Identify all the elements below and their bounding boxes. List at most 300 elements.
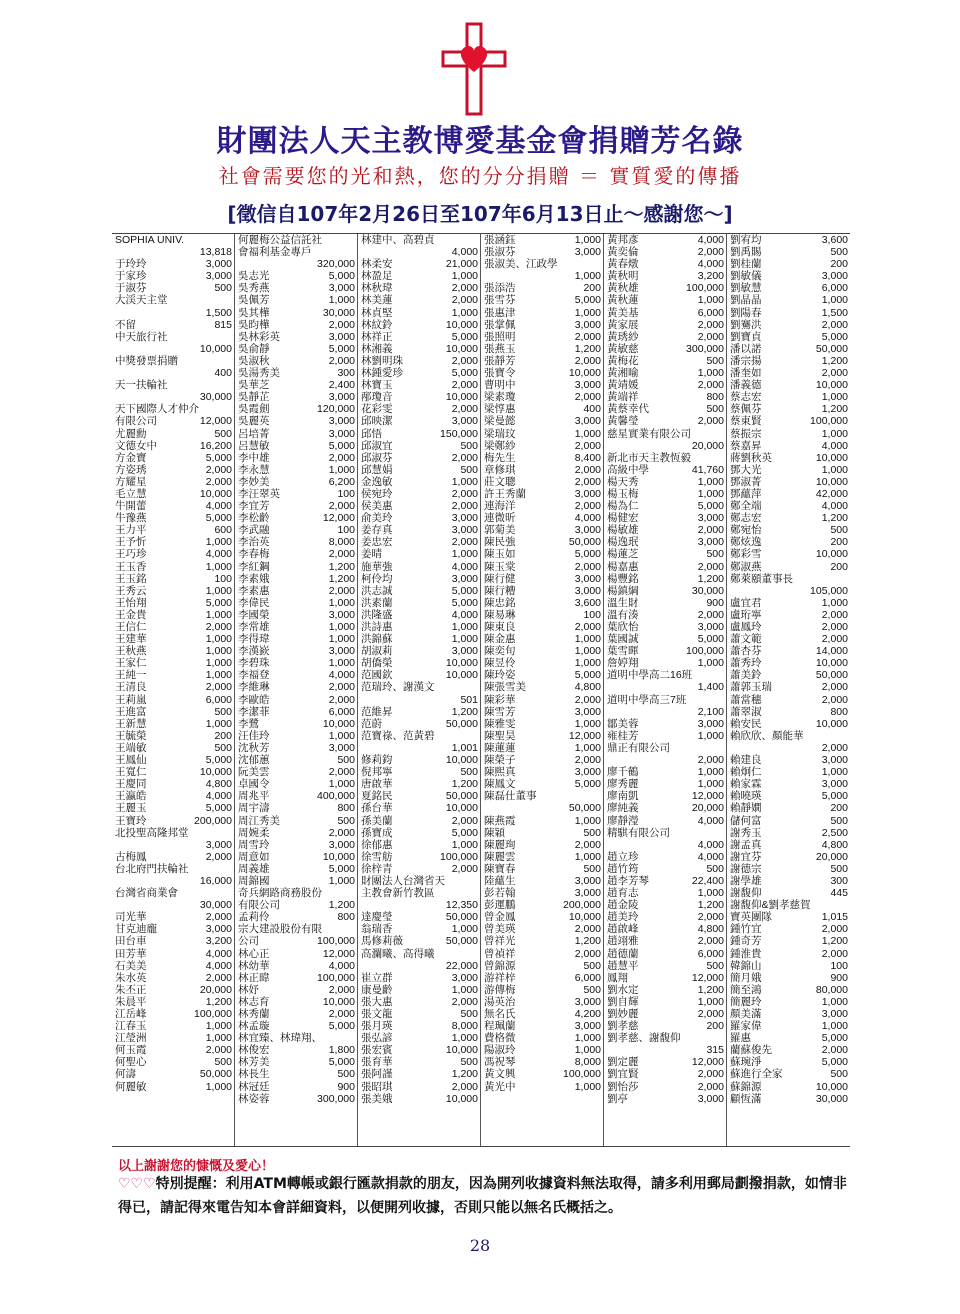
donation-amount: 1,200 xyxy=(328,899,355,912)
donor-row xyxy=(607,234,724,246)
donor-row xyxy=(115,391,232,403)
donor-name: 潘以諾 xyxy=(730,342,762,355)
donation-amount: 3,000 xyxy=(451,415,478,428)
donor-row xyxy=(115,790,232,802)
donor-name: 張宏賓 xyxy=(361,1044,393,1057)
donor-row xyxy=(730,573,848,585)
donation-amount: 1,000 xyxy=(451,270,478,283)
donation-amount xyxy=(230,887,232,899)
donation-amount: 300 xyxy=(337,367,355,380)
donor-row xyxy=(361,1008,478,1020)
donor-name: 陳奕旬 xyxy=(484,645,516,658)
donor-row xyxy=(361,645,478,657)
donor-row xyxy=(361,633,478,645)
donor-name: 林秋瑋 xyxy=(361,282,393,295)
donation-amount: 1,000 xyxy=(451,475,478,488)
donor-row xyxy=(115,778,232,790)
donor-row xyxy=(115,464,232,476)
donor-row xyxy=(730,633,848,645)
donor-name: 孟莉伶 xyxy=(238,911,270,924)
donation-amount: 100,000 xyxy=(194,1008,232,1020)
donor-name: 林宜臻、林瑋翔、 xyxy=(238,1032,322,1045)
donation-amount: 1,000 xyxy=(697,487,724,500)
donation-amount: 4,000 xyxy=(697,850,724,863)
donor-row xyxy=(238,778,355,790)
donation-amount: 5,000 xyxy=(821,330,848,343)
donation-amount xyxy=(476,948,478,960)
donation-amount: 2,000 xyxy=(697,1008,724,1020)
donor-row xyxy=(115,718,232,730)
donor-row xyxy=(361,452,478,464)
donation-amount xyxy=(722,827,724,839)
donation-amount: 1,000 xyxy=(205,536,232,549)
donation-amount: 1,000 xyxy=(205,1020,232,1033)
donation-amount: 3,000 xyxy=(574,487,601,500)
donation-amount: 12,000 xyxy=(322,512,355,525)
donor-row xyxy=(115,827,232,839)
donation-amount: 5,000 xyxy=(205,754,232,767)
donor-row xyxy=(238,827,355,839)
donor-name: 林長生 xyxy=(238,1068,270,1081)
donor-name: 陳鳳文 xyxy=(484,778,516,791)
donor-name: 王清良 xyxy=(115,681,147,694)
donor-name: 廖靜瀅 xyxy=(607,814,639,827)
donor-name: 林寶玉 xyxy=(361,379,393,392)
cross-heart-icon xyxy=(439,22,509,116)
donation-amount: 4,000 xyxy=(697,234,724,246)
donor-row xyxy=(484,573,601,585)
donation-amount xyxy=(230,403,232,415)
donation-amount: 10,000 xyxy=(445,1092,478,1105)
donor-row xyxy=(607,307,724,319)
donor-name: 王信仁 xyxy=(115,621,147,633)
donor-row xyxy=(361,476,478,488)
donation-amount: 2,000 xyxy=(205,463,232,476)
donor-name: 李宜芳 xyxy=(238,500,270,513)
donor-name: 范蔚 xyxy=(361,717,382,730)
donor-row xyxy=(484,827,601,839)
donor-name: 張阿謹 xyxy=(361,1068,393,1081)
donor-name: 蕭郭玉瑞 xyxy=(730,681,772,694)
donor-name: 鼎正有限公司 xyxy=(607,741,670,754)
donation-amount: 3,000 xyxy=(574,766,601,779)
donor-row xyxy=(484,343,601,355)
donor-name: 盧珩寧 xyxy=(730,608,762,621)
donor-name: 邱悟 xyxy=(361,427,382,440)
donation-amount: 1,000 xyxy=(574,1080,601,1093)
donor-row xyxy=(238,270,355,282)
donor-row xyxy=(361,355,478,367)
donor-row xyxy=(361,1093,478,1105)
donor-row xyxy=(238,706,355,718)
donation-amount: 10,000 xyxy=(322,850,355,863)
donation-amount: 41,760 xyxy=(691,463,724,476)
donation-amount: 2,000 xyxy=(205,850,232,863)
donor-name: 林妤 xyxy=(238,983,259,996)
donation-amount: 500 xyxy=(460,766,478,779)
donor-name: 李永慧 xyxy=(238,463,270,476)
donor-name: 楊健宏 xyxy=(607,512,639,525)
donor-name: 鄭志宏 xyxy=(730,512,762,525)
donor-name: 周意如 xyxy=(238,850,270,863)
donor-name: 羅家偉 xyxy=(730,1020,762,1033)
donation-amount: 2,000 xyxy=(451,294,478,307)
donation-amount: 4,000 xyxy=(821,500,848,513)
donor-name: 李漢嶔 xyxy=(238,645,270,658)
donor-row xyxy=(607,621,724,633)
donation-amount: 1,000 xyxy=(821,391,848,404)
donor-row xyxy=(361,827,478,839)
donor-row xyxy=(607,282,724,294)
donor-name: 李潔菲 xyxy=(238,705,270,718)
donor-row xyxy=(730,948,848,960)
donor-name: 張雪芬 xyxy=(484,294,516,307)
donation-amount: 1,000 xyxy=(574,657,601,670)
donor-row xyxy=(484,403,601,415)
donation-amount: 500 xyxy=(460,463,478,476)
donation-amount: 4,000 xyxy=(205,959,232,972)
donor-row xyxy=(484,609,601,621)
donor-row xyxy=(361,428,478,440)
donor-row xyxy=(607,1056,724,1068)
donor-name: 阮美雲 xyxy=(238,766,270,779)
donation-amount: 1,200 xyxy=(205,995,232,1008)
donation-amount: 10,000 xyxy=(815,379,848,392)
donor-name: 李妙美 xyxy=(238,475,270,488)
donor-name: 天下國際人才仲介 xyxy=(115,403,199,416)
donation-amount: 5,000 xyxy=(697,500,724,513)
donor-name: 趙翊雅 xyxy=(607,935,639,948)
donation-amount: 3,600 xyxy=(821,234,848,246)
donation-amount xyxy=(846,573,848,585)
donor-row xyxy=(730,561,848,573)
donor-name: 溫生財 xyxy=(607,596,639,609)
donor-name: 蕭美鈴 xyxy=(730,669,762,682)
donation-amount: 100 xyxy=(337,487,355,500)
donor-name: 李歐皓 xyxy=(238,693,270,706)
donation-amount: 10,000 xyxy=(322,995,355,1008)
donor-row xyxy=(607,476,724,488)
donation-amount: 1,000 xyxy=(697,766,724,779)
donation-amount: 2,000 xyxy=(697,911,724,924)
donor-name: 林祥正 xyxy=(361,330,393,343)
donor-name: 倪邦寧 xyxy=(361,766,393,779)
donation-amount: 4,000 xyxy=(697,258,724,271)
donor-row xyxy=(361,343,478,355)
donor-row xyxy=(607,1020,724,1032)
donation-amount: 10,000 xyxy=(815,475,848,488)
donation-amount: 200 xyxy=(583,282,601,295)
donor-row xyxy=(730,548,848,560)
donor-name: 張美娥 xyxy=(361,1092,393,1105)
donor-name: 洪錦蘇 xyxy=(361,633,393,646)
donor-row xyxy=(607,1008,724,1020)
donor-row xyxy=(238,984,355,996)
donor-row xyxy=(115,754,232,766)
donor-name: 劉孝慈、謝馥仰 xyxy=(607,1032,681,1045)
donor-row xyxy=(115,1068,232,1080)
donor-name: 高級中學 xyxy=(607,463,649,476)
donor-name: 孫寶成 xyxy=(361,826,393,839)
donor-row xyxy=(238,875,355,887)
donor-name: 呂培菁 xyxy=(238,427,270,440)
donor-name: 李得瑋 xyxy=(238,633,270,646)
donor-name: 曾金鳳 xyxy=(484,911,516,924)
donor-row xyxy=(484,585,601,597)
donor-name: 北投聖高隆邦堂 xyxy=(115,826,189,839)
donor-name: 彭運鵬 xyxy=(484,899,516,912)
donation-amount: 1,001 xyxy=(451,741,478,754)
donor-name: 黃靖媛 xyxy=(607,379,639,392)
donor-row xyxy=(484,1020,601,1032)
donor-row xyxy=(361,706,478,718)
donor-name: 廖南凱 xyxy=(607,790,639,803)
donor-row xyxy=(607,1044,724,1056)
donor-row xyxy=(607,633,724,645)
donor-row xyxy=(607,827,724,839)
donation-amount xyxy=(230,827,232,839)
donor-name: 張靜芳 xyxy=(484,354,516,367)
donor-name: 沈秋芳 xyxy=(238,741,270,754)
donation-amount: 20,000 xyxy=(691,439,724,452)
donation-amount: 10,000 xyxy=(815,657,848,670)
donor-row xyxy=(730,500,848,512)
donor-row xyxy=(484,839,601,851)
donation-amount: 4,000 xyxy=(328,669,355,682)
donor-row xyxy=(484,875,601,887)
donation-amount: 1,000 xyxy=(328,633,355,646)
donor-row xyxy=(361,899,478,911)
donation-amount: 1,000 xyxy=(205,633,232,646)
donation-amount: 3,000 xyxy=(205,270,232,283)
donation-amount: 100 xyxy=(830,959,848,972)
donor-name: 黃蔡幸代 xyxy=(607,403,649,416)
donation-amount: 200 xyxy=(830,560,848,573)
donor-row xyxy=(361,863,478,875)
donation-amount: 500 xyxy=(830,1068,848,1081)
donor-name: 林芳美 xyxy=(238,1056,270,1069)
donor-row xyxy=(238,585,355,597)
donor-row xyxy=(484,935,601,947)
donor-name: 王慶同 xyxy=(115,778,147,791)
donation-amount: 1,000 xyxy=(205,717,232,730)
donor-name: 洪志誠 xyxy=(361,584,393,597)
donation-amount: 20,000 xyxy=(691,802,724,815)
donation-amount: 100,000 xyxy=(563,1068,601,1081)
donation-amount xyxy=(230,234,232,246)
donor-row xyxy=(484,367,601,379)
donation-amount: 2,000 xyxy=(574,923,601,936)
donor-row xyxy=(484,452,601,464)
donation-amount: 50,000 xyxy=(445,911,478,924)
donation-amount: 5,000 xyxy=(697,633,724,646)
donation-amount: 200 xyxy=(830,802,848,815)
donor-row xyxy=(484,1044,601,1056)
donation-amount: 30,000 xyxy=(691,584,724,597)
donor-name: 毛立慧 xyxy=(115,487,147,500)
donor-row xyxy=(484,802,601,814)
page-number: 28 xyxy=(469,1236,491,1255)
donor-row xyxy=(730,1020,848,1032)
donation-amount: 2,000 xyxy=(205,681,232,694)
hearts-icon: ♡♡♡ xyxy=(118,1176,156,1192)
donor-name: 劉自輝 xyxy=(607,995,639,1008)
donor-row xyxy=(361,512,478,524)
donor-name: 張涵鈺 xyxy=(484,234,516,246)
donor-row xyxy=(238,355,355,367)
donor-row xyxy=(115,294,232,306)
donor-name: 賴欣欣、顏能華 xyxy=(730,729,804,742)
donor-row xyxy=(361,391,478,403)
donor-row xyxy=(361,379,478,391)
donor-table xyxy=(112,233,850,1147)
donor-row xyxy=(484,428,601,440)
donor-row xyxy=(238,790,355,802)
donor-name: 洪素蘭 xyxy=(361,596,393,609)
donor-row xyxy=(238,246,355,258)
donation-amount: 30,000 xyxy=(199,899,232,912)
donor-row xyxy=(115,621,232,633)
page-subtitle: 社會需要您的光和熱，您的分分捐贈 ＝ 實質愛的傳播 xyxy=(218,164,742,188)
period-note: [徵信自107年2月26日至107年6月13日止～感謝您～] xyxy=(227,202,733,226)
donation-amount: 8,000 xyxy=(574,1056,601,1069)
donor-name: 張燕玉 xyxy=(484,342,516,355)
donor-row xyxy=(730,585,848,597)
reminder-text: 特別提醒：利用ATM轉帳或銀行匯款捐款的朋友，因為開列收據資料無法取得，請多利用郵局劃撥捐款，如情非得已，請記得來電告知本會詳細資料，以便開列收據，否則只能以無名氏概括之。 xyxy=(118,1176,847,1216)
donation-amount: 5,000 xyxy=(328,1020,355,1033)
donor-name: 劉怡莎 xyxy=(607,1080,639,1093)
donor-name: 楊天秀 xyxy=(607,475,639,488)
donor-row xyxy=(361,730,478,742)
donor-row xyxy=(115,899,232,911)
donor-row xyxy=(730,331,848,343)
donor-name: 梁惇惠 xyxy=(484,403,516,416)
donor-name: 周宇濤 xyxy=(238,802,270,815)
donor-name: 洪詩惠 xyxy=(361,621,393,633)
donor-name: 鍾奇芳 xyxy=(730,935,762,948)
donation-amount: 400,000 xyxy=(317,790,355,803)
donor-name: 謝學雄 xyxy=(730,874,762,887)
donor-name: 陳行健 xyxy=(484,572,516,585)
donation-amount: 100 xyxy=(337,524,355,537)
donor-row xyxy=(730,972,848,984)
donor-row xyxy=(238,391,355,403)
donor-row xyxy=(607,367,724,379)
donor-row xyxy=(361,488,478,500)
donor-row xyxy=(361,1081,478,1093)
donor-row xyxy=(484,948,601,960)
donor-name: 侯美惠 xyxy=(361,500,393,513)
donation-amount: 5,000 xyxy=(574,548,601,561)
donor-name: 蕭文範 xyxy=(730,633,762,646)
donor-row xyxy=(361,621,478,633)
donor-name: 藺蘇俊先 xyxy=(730,1044,772,1057)
donor-name: 周婉柔 xyxy=(238,826,270,839)
donation-amount: 500 xyxy=(706,403,724,416)
donor-row xyxy=(361,1068,478,1080)
donor-row xyxy=(730,282,848,294)
donor-name: 王麗玉 xyxy=(115,802,147,815)
donor-name: 于家珍 xyxy=(115,270,147,283)
donor-row xyxy=(238,343,355,355)
donor-row xyxy=(238,331,355,343)
donation-amount: 900 xyxy=(830,971,848,984)
donation-amount: 1,000 xyxy=(328,294,355,307)
donor-name: 新北市天主教恆毅 xyxy=(607,451,691,464)
donor-name: 莊文聰 xyxy=(484,475,516,488)
donation-amount: 1,000 xyxy=(328,621,355,633)
donation-amount: 12,000 xyxy=(691,790,724,803)
donor-name: 陳民強 xyxy=(484,536,516,549)
donor-name: 王瀛皓 xyxy=(115,790,147,803)
donor-name: 邴瓊音 xyxy=(361,391,393,404)
donation-amount xyxy=(230,331,232,343)
donor-name: 朱丕正 xyxy=(115,983,147,996)
donor-name: 曾美瑛 xyxy=(484,923,516,936)
donor-row xyxy=(115,923,232,935)
donor-name: 文德女中 xyxy=(115,439,157,452)
donation-amount: 1,000 xyxy=(821,427,848,440)
donor-row xyxy=(115,1081,232,1093)
donation-amount: 1,200 xyxy=(328,572,355,585)
donation-amount: 16,000 xyxy=(199,874,232,887)
donation-amount: 1,015 xyxy=(821,911,848,924)
donor-row xyxy=(730,1093,848,1105)
donation-amount: 100 xyxy=(214,572,232,585)
donation-amount: 1,000 xyxy=(821,1020,848,1033)
donor-row xyxy=(730,440,848,452)
donation-amount: 50,000 xyxy=(199,1068,232,1081)
donor-name: 章修琪 xyxy=(484,463,516,476)
donor-row xyxy=(730,379,848,391)
donor-name: 林孟璇 xyxy=(238,1020,270,1033)
donor-name: 張育華 xyxy=(361,1056,393,1069)
donor-name: 謝秀玉 xyxy=(730,826,762,839)
donor-name: 林美蓮 xyxy=(361,294,393,307)
donation-amount: 5,000 xyxy=(821,790,848,803)
donor-name: 牛豫燕 xyxy=(115,512,147,525)
donor-row xyxy=(484,657,601,669)
donor-name: 有限公司 xyxy=(115,415,157,428)
donor-name: 于玲玲 xyxy=(115,258,147,271)
donor-name: 蘇琬淨 xyxy=(730,1056,762,1069)
donor-row xyxy=(361,778,478,790)
donor-row xyxy=(607,839,724,851)
donor-name: 劉宥均 xyxy=(730,234,762,246)
donor-row xyxy=(238,694,355,706)
donor-name: 趙立珍 xyxy=(607,850,639,863)
donation-amount xyxy=(230,294,232,306)
donor-name: 精騏有限公司 xyxy=(607,826,670,839)
donor-row xyxy=(115,960,232,972)
donation-amount: 10,000 xyxy=(815,717,848,730)
donor-row xyxy=(730,512,848,524)
donor-name: 林盈足 xyxy=(361,270,393,283)
donor-name: 夏銘民 xyxy=(361,790,393,803)
donor-row xyxy=(361,742,478,754)
donor-name: 李鷺 xyxy=(238,717,259,730)
donation-amount: 10,000 xyxy=(445,657,478,670)
donor-row xyxy=(484,415,601,427)
donor-row xyxy=(115,802,232,814)
donation-amount: 1,500 xyxy=(205,306,232,319)
donation-amount: 1,200 xyxy=(821,354,848,367)
donation-amount: 500 xyxy=(830,862,848,875)
donor-row xyxy=(607,1093,724,1105)
donor-row xyxy=(115,415,232,427)
donation-amount: 3,000 xyxy=(574,584,601,597)
donor-name: 楊鎮綱 xyxy=(607,584,639,597)
